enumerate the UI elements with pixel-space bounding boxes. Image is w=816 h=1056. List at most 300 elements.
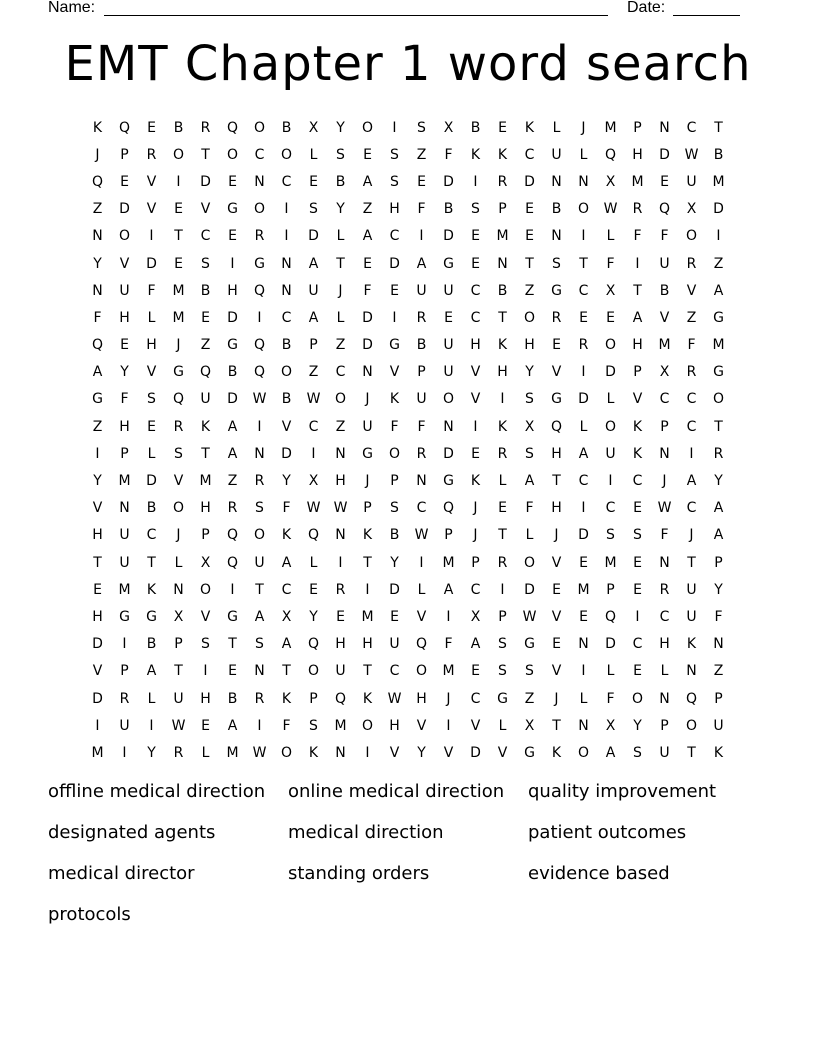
grid-letter: E	[579, 554, 588, 571]
grid-letter: O	[280, 364, 293, 381]
grid-letter: F	[633, 228, 642, 245]
grid-letter: S	[201, 255, 210, 272]
grid-letter: U	[173, 690, 184, 707]
grid-letter: V	[389, 744, 400, 761]
grid-letter: Q	[118, 119, 131, 136]
grid-letter: Y	[525, 364, 534, 381]
grid-letter: F	[444, 146, 453, 163]
grid-letter: N	[254, 173, 265, 190]
grid-letter: D	[443, 173, 454, 190]
grid-letter: V	[146, 201, 157, 218]
grid-letter: E	[147, 418, 156, 435]
grid-letter: H	[119, 418, 130, 435]
grid-letter: C	[281, 173, 292, 190]
grid-letter: I	[500, 581, 505, 598]
grid-letter: U	[713, 717, 724, 734]
grid-letter: X	[686, 201, 697, 218]
grid-letter: W	[252, 391, 267, 408]
grid-letter: B	[173, 119, 184, 136]
grid-letter: V	[551, 554, 562, 571]
grid-letter: K	[281, 527, 292, 544]
grid-letter: L	[417, 581, 426, 598]
grid-letter: G	[227, 608, 238, 625]
grid-letter: X	[524, 717, 535, 734]
grid-letter: U	[443, 337, 454, 354]
grid-letter: W	[657, 500, 672, 517]
grid-letter: A	[308, 255, 319, 272]
grid-letter: E	[552, 337, 561, 354]
grid-letter: E	[444, 309, 453, 326]
grid-letter: F	[714, 608, 723, 625]
grid-letter: E	[552, 581, 561, 598]
grid-row	[84, 631, 732, 658]
grid-letter: T	[687, 554, 696, 571]
grid-letter: Y	[147, 744, 156, 761]
grid-letter: S	[201, 636, 210, 653]
grid-letter: L	[606, 391, 615, 408]
grid-letter: E	[660, 173, 669, 190]
grid-letter: E	[390, 608, 399, 625]
grid-letter: G	[497, 690, 508, 707]
grid-letter: Q	[91, 173, 104, 190]
grid-letter: F	[93, 309, 102, 326]
grid-letter: B	[281, 391, 292, 408]
grid-letter: N	[551, 173, 562, 190]
grid-letter: Q	[442, 500, 455, 517]
grid-letter: U	[362, 418, 373, 435]
grid-letter: G	[227, 201, 238, 218]
grid-letter: C	[632, 473, 643, 490]
grid-letter: S	[525, 445, 534, 462]
grid-letter: A	[713, 500, 724, 517]
grid-letter: P	[660, 717, 669, 734]
grid-letter: K	[308, 744, 319, 761]
grid-letter: E	[93, 581, 102, 598]
grid-letter: Y	[336, 201, 345, 218]
grid-letter: A	[227, 418, 238, 435]
grid-letter: T	[525, 255, 534, 272]
grid-letter: Y	[633, 717, 642, 734]
grid-letter: G	[92, 391, 103, 408]
grid-letter: M	[91, 744, 104, 761]
grid-letter: T	[363, 663, 372, 680]
grid-letter: U	[389, 636, 400, 653]
grid-letter: D	[713, 201, 724, 218]
grid-letter: E	[471, 663, 480, 680]
grid-letter: V	[92, 663, 103, 680]
grid-letter: U	[659, 744, 670, 761]
grid-row	[84, 658, 732, 685]
grid-letter: Q	[604, 608, 617, 625]
grid-letter: E	[120, 173, 129, 190]
grid-letter: P	[363, 500, 372, 517]
grid-letter: H	[227, 282, 238, 299]
grid-letter: O	[172, 146, 185, 163]
grid-letter: Y	[417, 744, 426, 761]
grid-letter: R	[497, 173, 508, 190]
grid-letter: R	[686, 364, 697, 381]
grid-letter: N	[497, 255, 508, 272]
grid-letter: A	[443, 581, 454, 598]
grid-letter: G	[443, 255, 454, 272]
grid-letter: L	[174, 554, 183, 571]
grid-letter: U	[443, 282, 454, 299]
grid-letter: Q	[226, 554, 239, 571]
grid-letter: R	[659, 581, 670, 598]
grid-letter: D	[146, 473, 157, 490]
grid-letter: O	[253, 201, 266, 218]
grid-letter: I	[176, 173, 181, 190]
grid-letter: I	[446, 608, 451, 625]
grid-letter: P	[714, 690, 723, 707]
grid-letter: K	[389, 391, 400, 408]
grid-letter: Z	[335, 337, 346, 354]
grid-letter: V	[200, 201, 211, 218]
grid-letter: N	[659, 554, 670, 571]
grid-letter: G	[524, 636, 535, 653]
grid-row	[84, 522, 732, 549]
grid-letter: B	[416, 337, 427, 354]
grid-letter: V	[200, 608, 211, 625]
grid-letter: D	[524, 173, 535, 190]
grid-letter: E	[579, 309, 588, 326]
grid-letter: X	[605, 173, 616, 190]
grid-letter: G	[524, 744, 535, 761]
grid-row	[84, 603, 732, 630]
grid-letter: I	[95, 445, 100, 462]
grid-letter: B	[497, 282, 508, 299]
grid-letter: Z	[686, 309, 697, 326]
grid-letter: S	[552, 255, 561, 272]
grid-letter: R	[713, 445, 724, 462]
grid-letter: I	[392, 309, 397, 326]
grid-letter: V	[551, 608, 562, 625]
grid-letter: A	[362, 173, 373, 190]
grid-letter: F	[417, 201, 426, 218]
grid-letter: T	[174, 228, 183, 245]
grid-letter: T	[93, 554, 102, 571]
grid-letter: S	[309, 717, 318, 734]
grid-letter: S	[255, 636, 264, 653]
grid-letter: L	[579, 418, 588, 435]
grid-letter: N	[713, 636, 724, 653]
grid-letter: L	[606, 228, 615, 245]
grid-letter: U	[416, 391, 427, 408]
grid-letter: J	[338, 282, 343, 299]
grid-letter: E	[633, 500, 642, 517]
grid-letter: X	[524, 418, 535, 435]
grid-letter: K	[524, 119, 535, 136]
grid-letter: B	[200, 282, 211, 299]
grid-letter: N	[686, 663, 697, 680]
grid-letter: Q	[253, 337, 266, 354]
grid-letter: E	[363, 255, 372, 272]
grid-letter: W	[522, 608, 537, 625]
grid-letter: I	[635, 255, 640, 272]
grid-letter: W	[306, 500, 321, 517]
grid-letter: I	[473, 418, 478, 435]
grid-letter: E	[201, 309, 210, 326]
grid-letter: D	[659, 146, 670, 163]
grid-letter: T	[201, 445, 210, 462]
grid-letter: D	[146, 255, 157, 272]
grid-letter: L	[552, 119, 561, 136]
grid-letter: R	[173, 418, 184, 435]
grid-letter: I	[203, 663, 208, 680]
grid-letter: M	[604, 119, 617, 136]
grid-letter: M	[118, 473, 131, 490]
grid-letter: W	[414, 527, 429, 544]
grid-row	[84, 223, 732, 250]
grid-letter: O	[712, 391, 725, 408]
grid-letter: V	[443, 744, 454, 761]
grid-letter: H	[119, 309, 130, 326]
grid-letter: T	[363, 554, 372, 571]
grid-letter: O	[523, 554, 536, 571]
grid-letter: J	[446, 690, 451, 707]
grid-letter: U	[254, 554, 265, 571]
grid-letter: W	[333, 500, 348, 517]
grid-letter: S	[336, 146, 345, 163]
grid-letter: A	[605, 744, 616, 761]
grid-letter: T	[147, 554, 156, 571]
grid-letter: O	[226, 146, 239, 163]
grid-letter: C	[281, 309, 292, 326]
grid-letter: G	[713, 309, 724, 326]
grid-letter: V	[551, 364, 562, 381]
grid-letter: V	[470, 717, 481, 734]
grid-letter: U	[686, 608, 697, 625]
grid-letter: R	[551, 309, 562, 326]
grid-letter: T	[282, 663, 291, 680]
grid-letter: L	[309, 554, 318, 571]
grid-letter: K	[92, 119, 103, 136]
grid-letter: U	[335, 663, 346, 680]
grid-letter: I	[392, 119, 397, 136]
grid-letter: F	[525, 500, 534, 517]
grid-letter: C	[416, 500, 427, 517]
grid-letter: Z	[713, 663, 724, 680]
grid-letter: I	[473, 173, 478, 190]
grid-letter: H	[92, 608, 103, 625]
word-list	[48, 778, 788, 942]
grid-letter: T	[714, 418, 723, 435]
word-list-item: medical director	[48, 863, 195, 884]
grid-letter: M	[361, 608, 374, 625]
grid-letter: X	[173, 608, 184, 625]
grid-letter: I	[446, 717, 451, 734]
grid-letter: E	[390, 282, 399, 299]
date-label: Date:	[627, 0, 666, 16]
grid-letter: O	[577, 744, 590, 761]
grid-letter: I	[581, 500, 586, 517]
grid-letter: O	[361, 119, 374, 136]
grid-letter: N	[578, 173, 589, 190]
grid-letter: S	[498, 663, 507, 680]
grid-letter: S	[174, 445, 183, 462]
grid-letter: D	[578, 391, 589, 408]
grid-letter: M	[604, 554, 617, 571]
grid-letter: E	[336, 608, 345, 625]
grid-letter: P	[309, 690, 318, 707]
word-list-item: offline medical direction	[48, 781, 266, 802]
grid-letter: E	[309, 581, 318, 598]
grid-letter: V	[146, 173, 157, 190]
grid-letter: D	[470, 744, 481, 761]
grid-letter: E	[120, 337, 129, 354]
grid-letter: M	[442, 663, 455, 680]
grid-letter: O	[685, 717, 698, 734]
grid-letter: E	[201, 717, 210, 734]
grid-letter: K	[470, 146, 481, 163]
grid-letter: H	[497, 364, 508, 381]
grid-letter: F	[660, 527, 669, 544]
grid-letter: H	[470, 337, 481, 354]
grid-letter: O	[604, 337, 617, 354]
grid-letter: V	[146, 364, 157, 381]
grid-letter: H	[416, 690, 427, 707]
grid-letter: Z	[713, 255, 724, 272]
grid-letter: Q	[172, 391, 185, 408]
grid-letter: F	[147, 282, 156, 299]
grid-letter: I	[122, 744, 127, 761]
grid-letter: D	[308, 228, 319, 245]
grid-letter: L	[309, 146, 318, 163]
grid-letter: Q	[199, 364, 212, 381]
grid-letter: A	[632, 309, 643, 326]
grid-letter: S	[633, 744, 642, 761]
grid-letter: O	[631, 690, 644, 707]
grid-letter: C	[470, 309, 481, 326]
grid-letter: U	[605, 445, 616, 462]
grid-letter: Q	[334, 690, 347, 707]
grid-letter: G	[146, 608, 157, 625]
grid-letter: X	[281, 608, 292, 625]
grid-letter: E	[174, 255, 183, 272]
grid-letter: P	[444, 527, 453, 544]
grid-letter: I	[635, 608, 640, 625]
grid-letter: B	[443, 201, 454, 218]
grid-letter: M	[442, 554, 455, 571]
grid-letter: R	[416, 445, 427, 462]
grid-letter: O	[280, 146, 293, 163]
grid-letter: J	[365, 391, 370, 408]
grid-letter: R	[227, 500, 238, 517]
grid-letter: K	[362, 690, 373, 707]
grid-letter: Y	[714, 581, 723, 598]
grid-letter: A	[281, 636, 292, 653]
grid-letter: M	[334, 717, 347, 734]
grid-letter: X	[443, 119, 454, 136]
grid-letter: D	[362, 337, 373, 354]
grid-letter: C	[578, 282, 589, 299]
grid-letter: E	[498, 500, 507, 517]
grid-letter: O	[442, 391, 455, 408]
grid-letter: D	[200, 173, 211, 190]
grid-letter: C	[659, 391, 670, 408]
grid-letter: R	[497, 554, 508, 571]
grid-letter: J	[95, 146, 100, 163]
grid-letter: C	[632, 636, 643, 653]
grid-letter: N	[335, 527, 346, 544]
grid-letter: A	[524, 473, 535, 490]
grid-letter: R	[632, 201, 643, 218]
grid-letter: H	[389, 201, 400, 218]
grid-letter: M	[172, 309, 185, 326]
grid-letter: Z	[362, 201, 373, 218]
grid-letter: M	[712, 337, 725, 354]
grid-letter: C	[686, 391, 697, 408]
grid-letter: A	[578, 445, 589, 462]
grid-letter: I	[500, 391, 505, 408]
word-list-item: standing orders	[288, 863, 430, 884]
grid-row	[84, 250, 732, 277]
grid-letter: V	[659, 309, 670, 326]
grid-letter: N	[281, 255, 292, 272]
grid-letter: C	[389, 663, 400, 680]
grid-letter: C	[686, 119, 697, 136]
grid-row	[84, 549, 732, 576]
grid-letter: O	[199, 581, 212, 598]
grid-row	[84, 141, 732, 168]
grid-letter: L	[525, 527, 534, 544]
grid-letter: G	[713, 364, 724, 381]
grid-letter: E	[228, 228, 237, 245]
grid-row	[84, 495, 732, 522]
grid-letter: Q	[226, 527, 239, 544]
grid-letter: F	[606, 255, 615, 272]
grid-letter: M	[226, 744, 239, 761]
grid-row	[84, 332, 732, 359]
grid-letter: G	[551, 391, 562, 408]
grid-letter: P	[120, 146, 129, 163]
grid-letter: F	[363, 282, 372, 299]
grid-letter: M	[118, 581, 131, 598]
grid-letter: N	[551, 228, 562, 245]
grid-letter: C	[686, 500, 697, 517]
grid-letter: D	[578, 527, 589, 544]
grid-letter: L	[579, 146, 588, 163]
grid-letter: A	[254, 608, 265, 625]
grid-letter: U	[686, 581, 697, 598]
grid-letter: C	[335, 364, 346, 381]
grid-letter: E	[633, 581, 642, 598]
grid-letter: S	[255, 500, 264, 517]
grid-letter: L	[201, 744, 210, 761]
grid-letter: S	[390, 146, 399, 163]
grid-letter: H	[524, 337, 535, 354]
grid-letter: A	[227, 717, 238, 734]
grid-letter: T	[174, 663, 183, 680]
grid-letter: X	[200, 554, 211, 571]
grid-letter: L	[579, 690, 588, 707]
grid-letter: N	[443, 418, 454, 435]
grid-letter: J	[662, 473, 667, 490]
name-label: Name:	[48, 0, 96, 16]
grid-letter: E	[147, 119, 156, 136]
grid-letter: C	[686, 418, 697, 435]
grid-letter: A	[470, 636, 481, 653]
grid-letter: D	[119, 201, 130, 218]
grid-letter: R	[254, 690, 265, 707]
grid-letter: P	[417, 364, 426, 381]
grid-letter: U	[119, 282, 130, 299]
grid-letter: N	[416, 473, 427, 490]
grid-letter: I	[284, 201, 289, 218]
grid-letter: J	[554, 527, 559, 544]
grid-letter: H	[632, 337, 643, 354]
grid-letter: H	[551, 445, 562, 462]
